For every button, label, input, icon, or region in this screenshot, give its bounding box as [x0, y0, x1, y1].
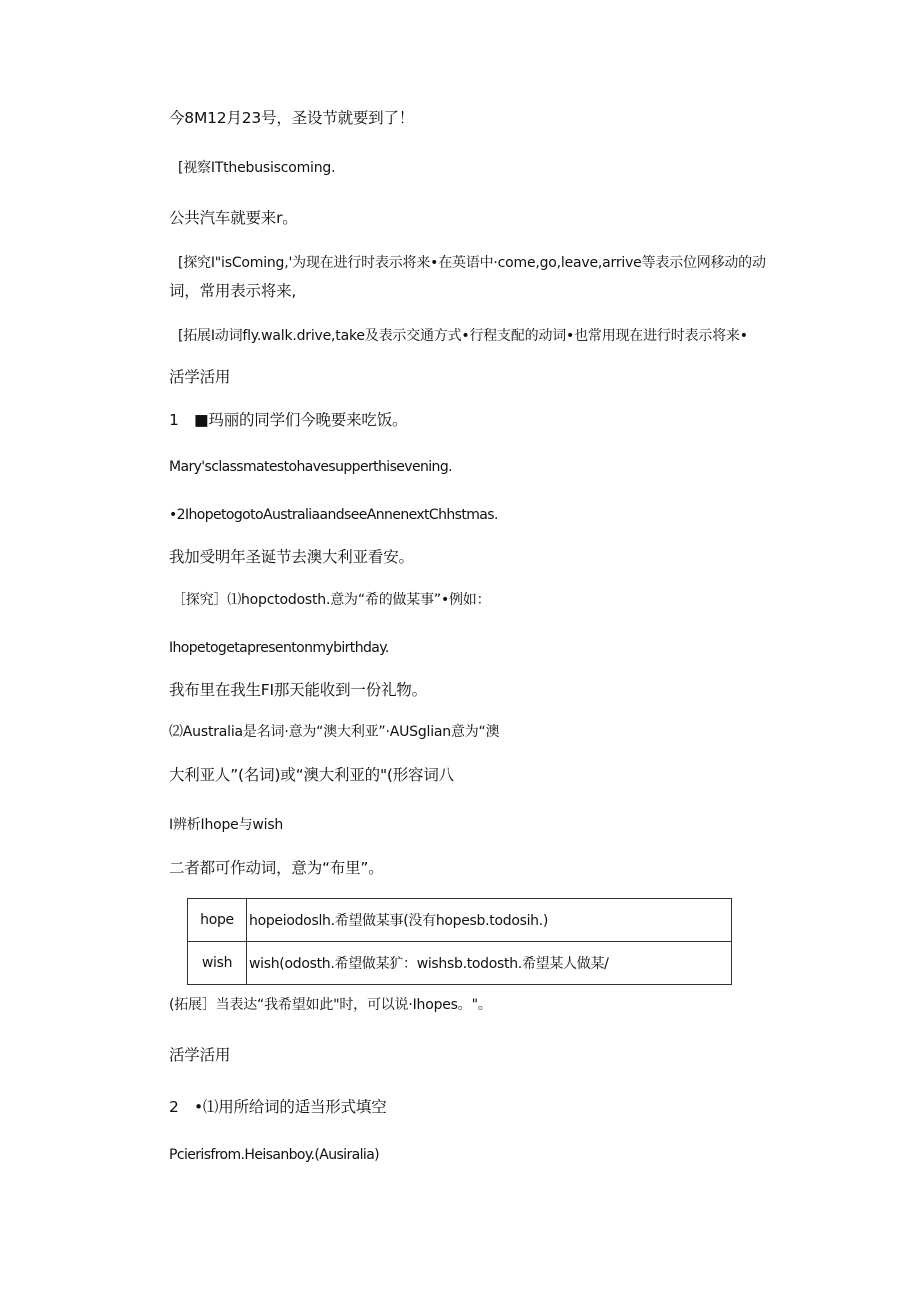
- practice-heading-2: 活学活用: [169, 1046, 231, 1064]
- distinguish-summary: 二者都可作动词，意为“布里”。: [169, 859, 384, 877]
- observe-example: [视察ITthebusiscoming.: [178, 160, 336, 176]
- observe-translation: 公共汽车就要来r。: [169, 209, 298, 227]
- exercise-2-blank: Pcierisfrom.Heisanboy.(Ausiralia): [169, 1147, 380, 1163]
- hope-explore-note: ［探究］⑴hopctodosth.意为“希的做某事”•例如：: [172, 592, 491, 608]
- table-usage-wish: wish(odosth.希望做某犷：wishsb.todosth.希望某人做某/: [247, 942, 732, 985]
- explore-note-line-2: 词，常用表示将来,: [169, 282, 297, 300]
- table-word-wish: wish: [188, 942, 247, 985]
- practice-heading-1: 活学活用: [169, 368, 231, 386]
- extend-note: [拓展I动词fly.walk.drive,take及表示交通方式•行程支配的动词•也常用现在进行时表示将来•: [178, 328, 748, 344]
- australia-note-line-2: 大利亚人”(名词)或“澳大利亚的"(形容词八: [169, 766, 454, 784]
- exercise-1-prompt: 1 ■玛丽的同学们今晚要来吃饭。: [169, 411, 408, 429]
- explore-note-line-1: [探究I"isComing,'为现在进行时表示将来•在英语中·come,go,leave,arrive等表示位网移动的动: [178, 255, 766, 271]
- exercise-2-translation: 我加受明年圣诞节去澳大利亚看安。: [169, 548, 414, 566]
- australia-note-line-1: ⑵Australia是名词·意为“澳大利亚”·AUSglian意为“澳: [169, 724, 500, 740]
- exercise-2-prompt: 2 •⑴用所给词的适当形式填空: [169, 1098, 387, 1116]
- exercise-2-sentence: •2IhopetogotoAustraliaandseeAnnenextChhstmas.: [169, 507, 498, 523]
- intro-sentence: 今8M12月23号，圣设节就要到了！: [169, 109, 415, 127]
- table-word-hope: hope: [188, 899, 247, 942]
- distinguish-heading: I辨析Ihope与wish: [169, 817, 284, 833]
- hope-example-translation: 我布里在我生FI那天能收到一份礼物。: [169, 681, 427, 699]
- hope-example: Ihopetogetapresentonmybirthday.: [169, 640, 389, 656]
- hope-so-note: (拓展］当表达“我希望如此"时，可以说·Ihopes。"。: [169, 997, 492, 1013]
- hope-wish-table: [187, 898, 732, 985]
- exercise-1-sentence: Mary'sclassmatestohavesupperthisevening.: [169, 459, 452, 475]
- table-row: [188, 942, 732, 985]
- table-row: [188, 899, 732, 942]
- table-usage-hope: hopeiodoslh.希望做某事(没有hopesb.todosih.): [247, 899, 732, 942]
